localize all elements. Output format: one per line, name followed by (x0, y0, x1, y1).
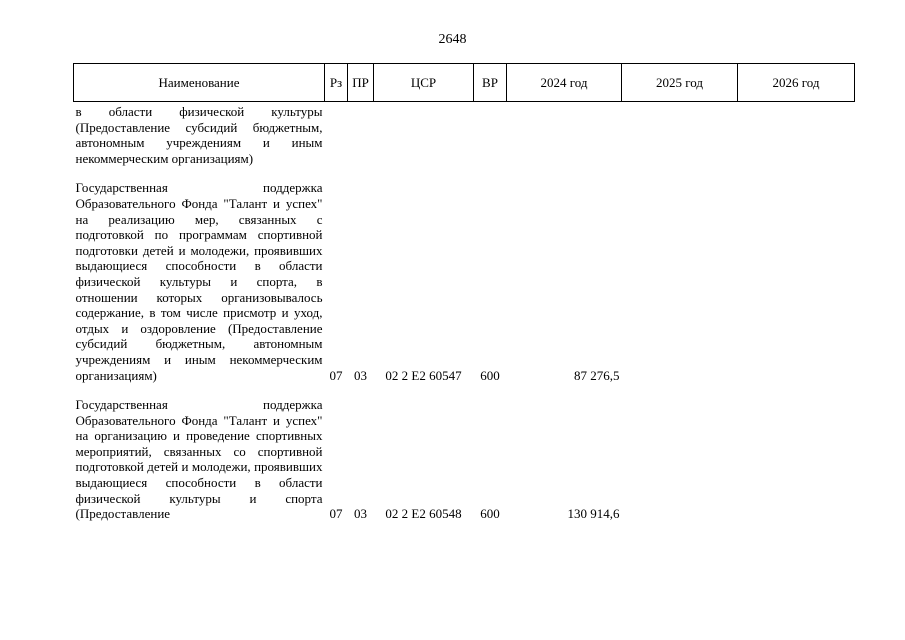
row-name: Государственная поддержка Образовательного Фонда "Талант и успех" на организацию и проведение спортивных мероприятий, связанных со спортивной подготовкой детей и молодежи, проявивших выдающиеся способности в области физической культуры и спорта (Предоставление (75, 397, 323, 522)
header-2025: 2025 год (622, 64, 738, 102)
row-csr: 02 2 Е2 60547 (385, 367, 462, 383)
row-2024: 87 276,5 (574, 367, 620, 383)
row-2025 (622, 180, 738, 383)
row-csr: 02 2 Е2 60548 (385, 506, 462, 522)
row-2024: 130 914,6 (567, 506, 620, 522)
header-rz: Рз (325, 64, 348, 102)
row-rz: 07 (329, 367, 343, 383)
row-pr: 03 (354, 506, 367, 522)
header-vr: ВР (474, 64, 507, 102)
table-row (74, 102, 855, 167)
row-2024 (507, 102, 622, 167)
page-number: 2648 (438, 32, 467, 47)
row-name: Государственная поддержка Образовательного Фонда "Талант и успех" на реализацию мер, связанных с подготовкой по программам спортивной подготовки детей и молодежи, проявивших выдающиеся способности в области физической культуры и спорта, в отношении которых организовывалось содержание, в том числе присмотр и уход, отдых и оздоровление (Предоставление субсидий бюджетным, автономным учреждениям и иным некоммерческим организациям) (75, 180, 323, 383)
header-2026: 2026 год (738, 64, 855, 102)
row-2025 (622, 397, 738, 522)
header-csr: ЦСР (374, 64, 474, 102)
row-rz: 07 (329, 506, 343, 522)
table-header-row (74, 64, 855, 102)
row-spacer (74, 383, 855, 397)
row-csr (374, 102, 474, 167)
row-spacer (74, 166, 855, 180)
row-vr (474, 102, 507, 167)
header-pr: ПР (348, 64, 374, 102)
table-row (74, 180, 855, 383)
table-row (74, 397, 855, 522)
budget-table (73, 63, 855, 522)
header-name: Наименование (74, 64, 325, 102)
row-2026 (738, 102, 855, 167)
row-2026 (738, 397, 855, 522)
row-pr: 03 (354, 367, 367, 383)
row-2026 (738, 180, 855, 383)
row-rz (325, 102, 348, 167)
row-name: в области физической культуры (Предоставление субсидий бюджетным, автономным учреждениям и иным некоммерческим организациям) (75, 104, 323, 166)
row-pr (348, 102, 374, 167)
row-2025 (622, 102, 738, 167)
row-vr: 600 (480, 367, 500, 383)
row-vr: 600 (480, 506, 500, 522)
header-2024: 2024 год (507, 64, 622, 102)
